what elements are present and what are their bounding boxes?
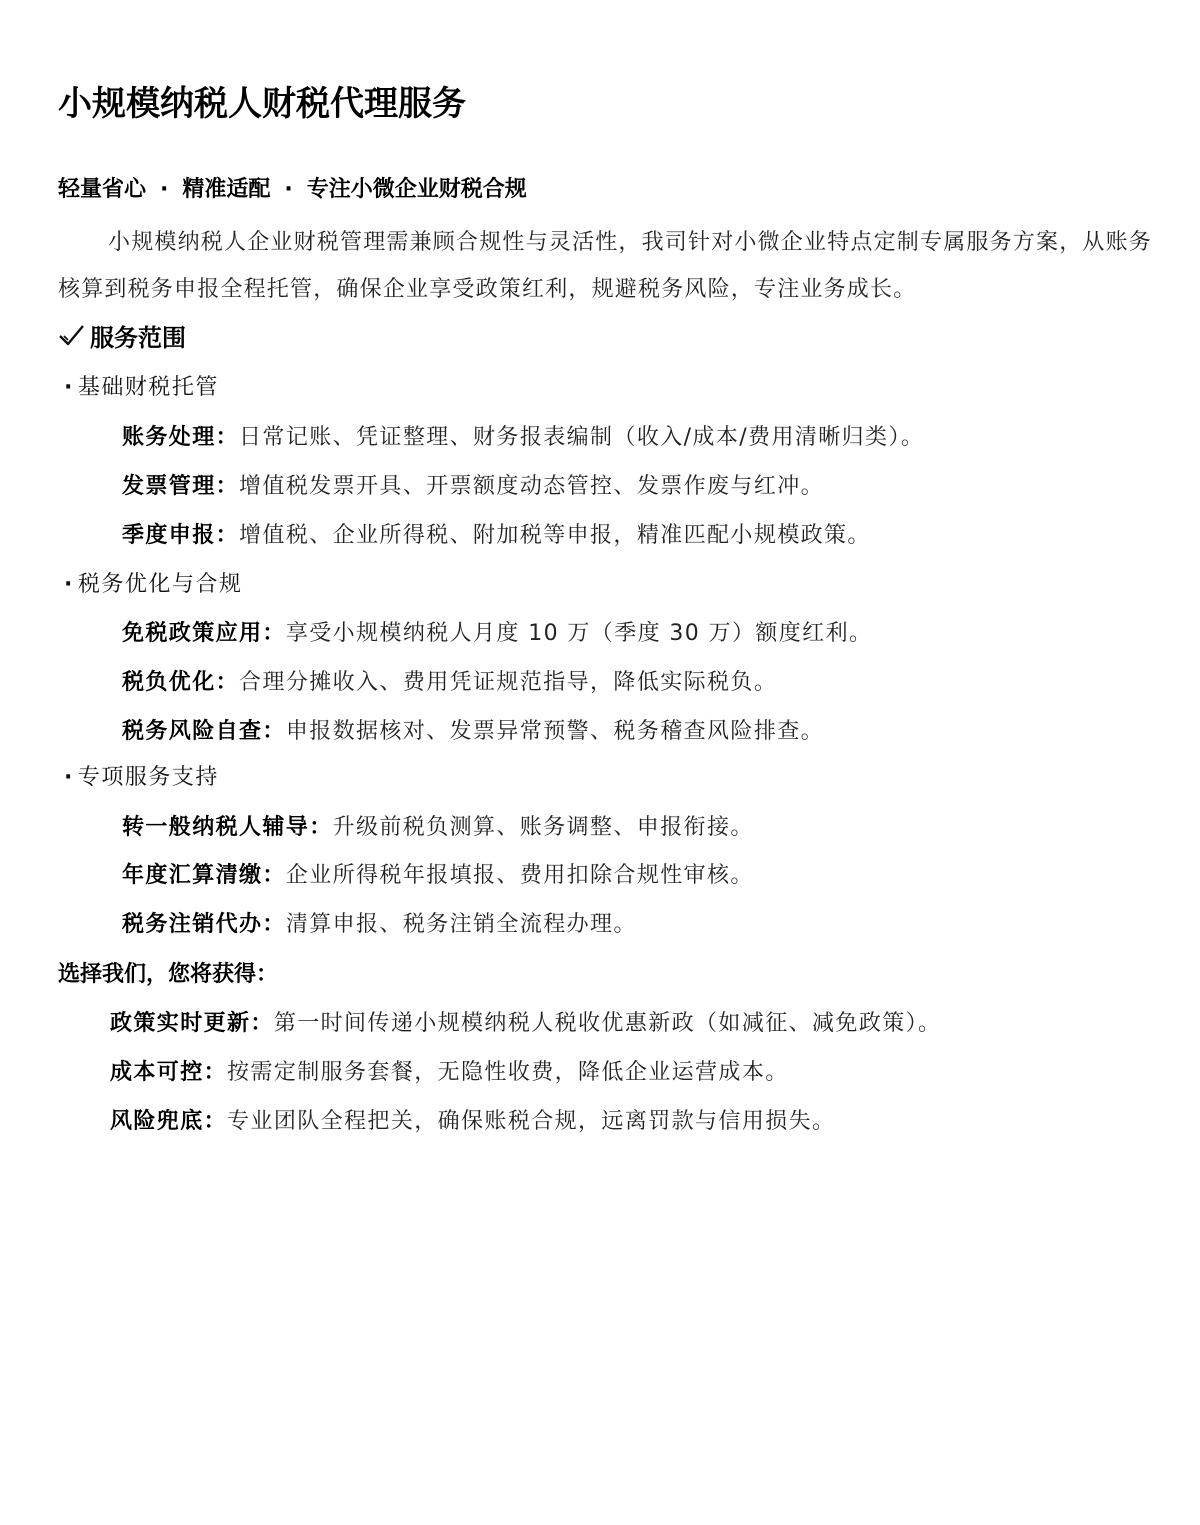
list-item	[122, 810, 754, 841]
item-label: 政策实时更新：	[110, 1011, 274, 1036]
tagline-separator: ·	[284, 177, 293, 202]
list-item	[122, 714, 824, 745]
item-text: 企业所得税年报填报、费用扣除合规性审核。	[285, 863, 754, 888]
item-label: 成本可控：	[110, 1060, 228, 1085]
bullet-dot: ·	[64, 375, 74, 400]
tagline-part-2: 精准适配	[182, 177, 271, 202]
list-item	[122, 420, 924, 451]
bullet-dot: ·	[64, 765, 74, 790]
item-label: 发票管理：	[122, 474, 240, 499]
item-label: 账务处理：	[122, 425, 240, 450]
item-text: 升级前税负测算、账务调整、申报衔接。	[332, 815, 754, 840]
item-text: 按需定制服务套餐，无隐性收费，降低企业运营成本。	[227, 1060, 789, 1085]
item-text: 增值税发票开具、开票额度动态管控、发票作废与红冲。	[239, 474, 825, 499]
group-heading-basic	[64, 370, 219, 401]
group-heading-optimization	[64, 567, 242, 598]
document-title: 小规模纳税人财税代理服务	[58, 84, 466, 124]
list-item	[122, 907, 637, 938]
group-title: 专项服务支持	[77, 765, 219, 790]
benefits-heading: 选择我们，您将获得：	[58, 962, 279, 987]
list-item	[122, 665, 777, 696]
item-label: 年度汇算清缴：	[122, 863, 286, 888]
tagline-part-3: 专注小微企业财税合规	[306, 177, 527, 202]
tagline-part-1: 轻量省心	[58, 177, 147, 202]
item-text: 日常记账、凭证整理、财务报表编制（收入/成本/费用清晰归类）。	[239, 425, 925, 450]
item-text: 合理分摊收入、费用凭证规范指导，降低实际税负。	[239, 670, 778, 695]
item-label: 税务风险自查：	[122, 719, 286, 744]
list-item	[122, 858, 754, 889]
benefit-item	[110, 1006, 941, 1037]
item-label: 免税政策应用：	[122, 621, 286, 646]
service-scope-heading-text: 服务范围	[90, 324, 186, 352]
item-label: 季度申报：	[122, 523, 240, 548]
benefit-item	[110, 1055, 789, 1086]
list-item	[122, 518, 871, 549]
tagline-separator: ·	[160, 177, 169, 202]
item-text: 第一时间传递小规模纳税人税收优惠新政（如减征、减免政策）。	[273, 1011, 942, 1036]
tagline	[58, 172, 527, 203]
item-label: 税务注销代办：	[122, 912, 286, 937]
group-heading-special	[64, 760, 219, 791]
benefit-item	[110, 1104, 835, 1135]
intro-paragraph: 小规模纳税人企业财税管理需兼顾合规性与灵活性，我司针对小微企业特点定制专属服务方案，从账务核算到税务申报全程托管，确保企业享受政策红利，规避税务风险，专注业务成长。	[58, 230, 1153, 302]
service-scope-heading	[58, 318, 186, 353]
item-text: 增值税、企业所得税、附加税等申报，精准匹配小规模政策。	[239, 523, 871, 548]
bullet-dot: ·	[64, 572, 74, 597]
group-title: 基础财税托管	[77, 375, 219, 400]
item-label: 风险兜底：	[110, 1109, 228, 1134]
item-text: 申报数据核对、发票异常预警、税务稽查风险排查。	[285, 719, 825, 744]
group-title: 税务优化与合规	[77, 572, 243, 597]
item-label: 税负优化：	[122, 670, 240, 695]
item-text: 清算申报、税务注销全流程办理。	[285, 912, 637, 937]
item-label: 转一般纳税人辅导：	[122, 815, 333, 840]
list-item	[122, 469, 824, 500]
list-item	[122, 616, 872, 647]
item-text: 专业团队全程把关，确保账税合规，远离罚款与信用损失。	[227, 1109, 836, 1134]
checkmark-icon	[58, 323, 86, 349]
item-text: 享受小规模纳税人月度 10 万（季度 30 万）额度红利。	[285, 621, 873, 646]
